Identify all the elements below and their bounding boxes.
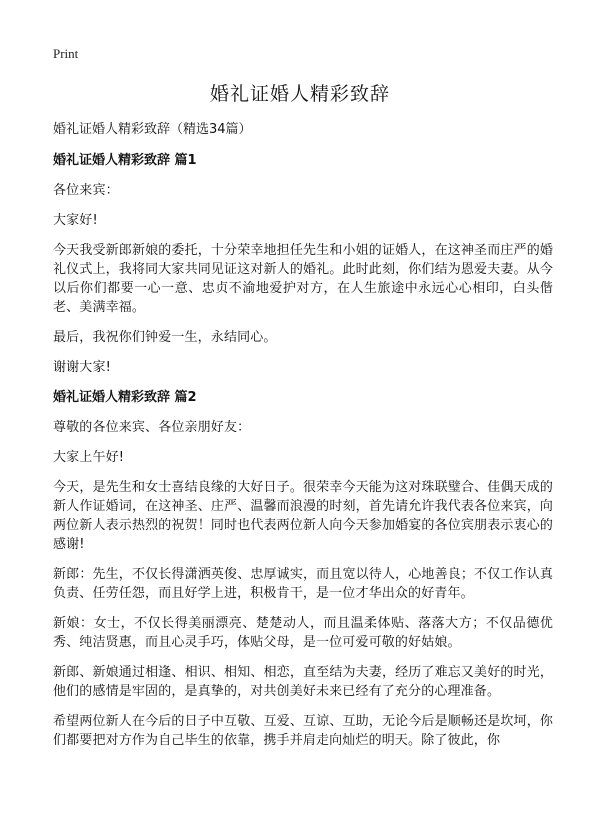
article-section-2 [53, 388, 553, 750]
paragraph: 最后，我祝你们钟爱一生，永结同心。 [53, 330, 277, 345]
article-body [53, 120, 553, 761]
article-section-1 [53, 151, 553, 377]
document-subtitle: 婚礼证婚人精彩致辞（精选34篇） [53, 122, 252, 137]
paragraph: 谢谢大家! [53, 360, 111, 375]
paragraph: 希望两位新人在今后的日子中互敬、互爱、互谅、互助，无论今后是顺畅还是坎坷，你们都要把对方作为自己毕生的依靠，携手并肩走向灿烂的明天。除了彼此，你 [53, 714, 553, 748]
paragraph: 今天我受新郎新娘的委托，十分荣幸地担任先生和小姐的证婚人，在这神圣而庄严的婚礼仪式上，我将同大家共同见证这对新人的婚礼。此时此刻，你们结为恩爱夫妻。从今以后你们都要一心一意、忠贞不渝地爱护对方，在人生旅途中永远心心相印，白头偕老、美满幸福。 [53, 243, 553, 315]
section-heading: 婚礼证婚人精彩致辞 篇1 [53, 153, 197, 168]
paragraph: 新郎、新娘通过相逢、相识、相知、相恋，直至结为夫妻，经历了难忘又美好的时光，他们的感情是牢固的，是真挚的，对共创美好未来已经有了充分的心理准备。 [53, 665, 553, 699]
paragraph: 新郎：先生，不仅长得潇洒英俊、忠厚诚实，而且宽以待人，心地善良；不仅工作认真负责、任劳任怨，而且好学上进，积极肯干，是一位才华出众的好青年。 [53, 567, 553, 601]
paragraph: 大家好! [53, 213, 98, 228]
paragraph: 今天，是先生和女士喜结良缘的大好日子。很荣幸今天能为这对珠联璧合、佳偶天成的新人作证婚词，在这神圣、庄严、温馨而浪漫的时刻，首先请允许我代表各位来宾，向两位新人表示热烈的祝贺！同时也代表两位新人向今天参加婚宴的各位宾朋表示衷心的感谢! [53, 480, 553, 552]
paragraph: 大家上午好! [53, 450, 125, 465]
section-heading: 婚礼证婚人精彩致辞 篇2 [53, 390, 197, 405]
paragraph: 尊敬的各位来宾、各位亲朋好友： [53, 420, 251, 435]
page-title: 婚礼证婚人精彩致辞 [209, 83, 390, 105]
paragraph: 新娘：女士，不仅长得美丽漂亮、楚楚动人，而且温柔体贴、落落大方；不仅品德优秀、纯洁贤惠，而且心灵手巧，体贴父母，是一位可爱可敬的好姑娘。 [53, 616, 553, 650]
paragraph: 各位来宾： [53, 183, 119, 198]
print-link[interactable]: Print [53, 46, 79, 61]
